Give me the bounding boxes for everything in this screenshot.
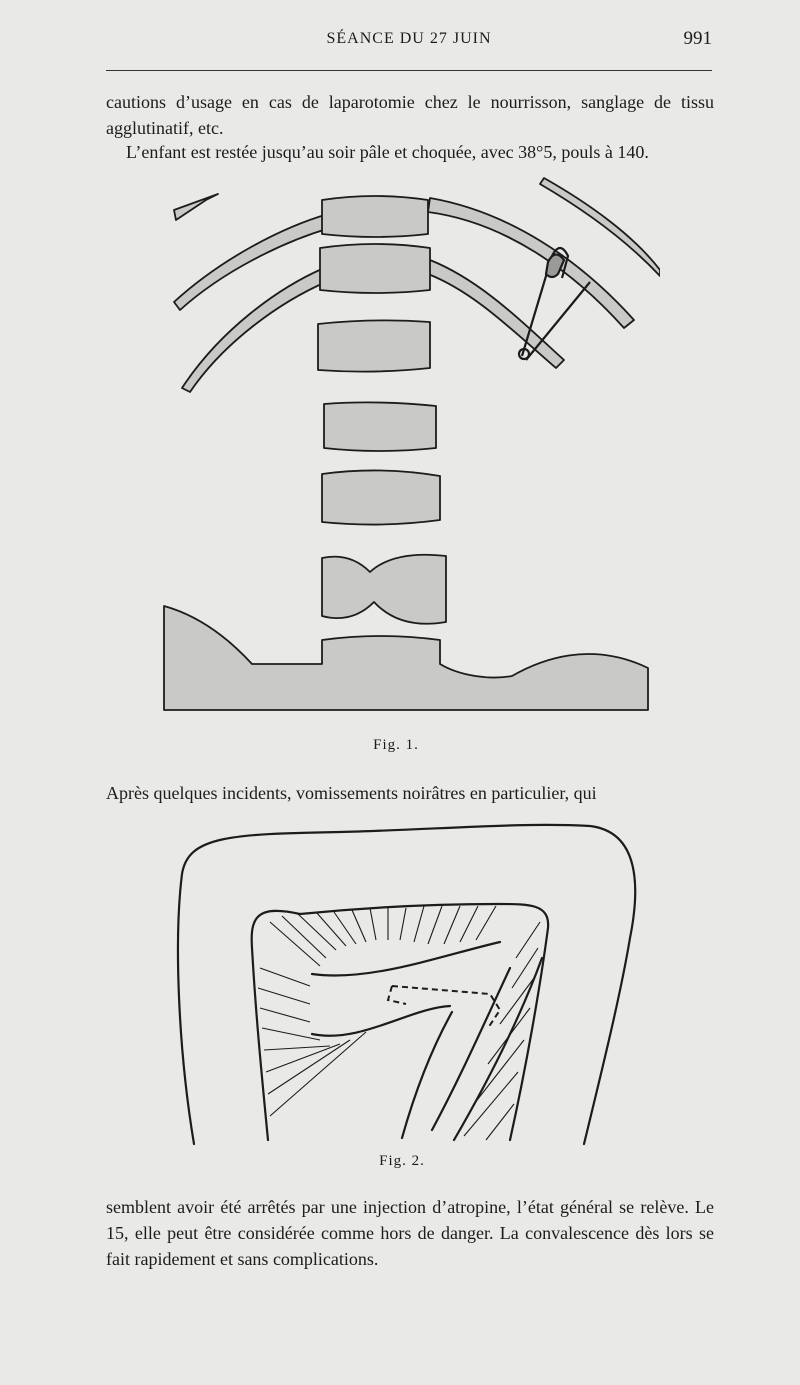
vertebra-1 (322, 196, 428, 237)
cavity-upper-edge (312, 942, 500, 975)
page-header (106, 28, 712, 54)
page-number: 991 (683, 28, 712, 49)
hatching (258, 906, 540, 1140)
paragraph-enfant: L’enfant est restée jusqu’au soir pâle et choquée, avec 38°5, pouls à 140. (126, 142, 649, 162)
strand-1 (402, 1012, 452, 1138)
cavity-lower-edge (312, 1006, 450, 1036)
running-title: SÉANCE DU 27 JUIN (326, 30, 492, 47)
vertebra-2 (320, 244, 430, 293)
header-rule (106, 70, 712, 71)
figure-1-caption: Fig. 1. (373, 737, 419, 753)
figure-1-xray (160, 170, 660, 715)
vertebra-3 (318, 320, 430, 371)
left-rib-fragment (174, 194, 218, 220)
vertebra-4 (324, 402, 436, 451)
vertebra-6-hourglass (322, 555, 446, 624)
figure-2-sketch (170, 818, 645, 1148)
left-rib-upper (174, 214, 330, 310)
strand-2 (432, 968, 510, 1130)
paragraph-semblent: semblent avoir été arrêtés par une injection d’atropine, l’état général se relève. Le 15, elle peut être considérée comme hors de danger. La convalescence dès lors se fait rapidement et sans complications. (106, 1197, 714, 1269)
figure-2-caption: Fig. 2. (379, 1153, 425, 1169)
vertebra-5 (322, 470, 440, 524)
outer-contour (178, 825, 635, 1144)
paragraph-apres: Après quelques incidents, vomissements noirâtres en particulier, qui (106, 783, 597, 803)
right-rib-middle (428, 260, 564, 368)
paragraph-cautions: cautions d’usage en cas de laparotomie chez le nourrisson, sanglage de tissu agglutinatif, etc. (106, 92, 714, 138)
